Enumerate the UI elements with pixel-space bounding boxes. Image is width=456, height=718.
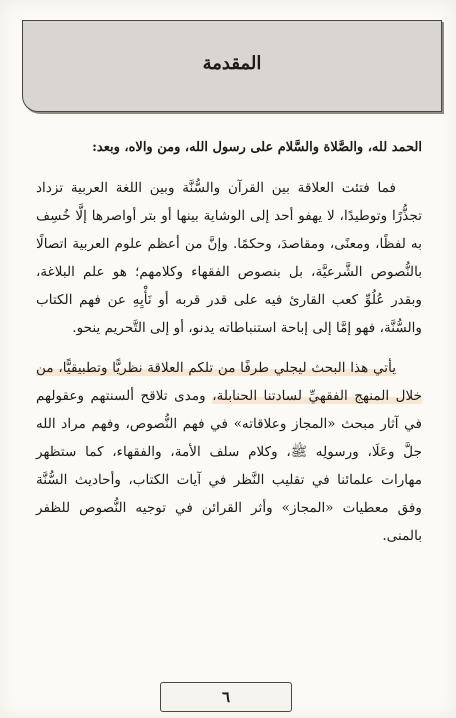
body-text <box>36 134 422 550</box>
chapter-title: المقدمة <box>202 52 262 74</box>
paragraph-2-rest: ومدى تلاقح ألسنتهم وعقولهم في آثار مبحث «المجاز وعلاقاته» في فهم النُّصوص، وفهم مراد الله جلَّ وعَلَا، ورسولِه ﷺ، وكلام سلف الأمة، والفقهاء، كما ستظهر مهارات علمائنا في تقليب النَّظر في آيات الكتاب، وأحاديث السُّنَّة وفق معطيات «المجاز» وأثر القرائن في توجيه النُّصوص للظفر بالمنى. <box>36 388 422 544</box>
page-number: ٦ <box>221 688 231 706</box>
paragraph-2-highlighted: يأتي هذا البحث ليجلي طرفًا من تلكم العلاقة نظريًّا وتطبيقيًّا، من خلال المنهج الفقهيِّ لسادتنا الحنابلة، <box>36 360 422 404</box>
chapter-header-box <box>22 20 442 112</box>
paragraph-2 <box>36 354 422 550</box>
page-number-box <box>160 682 292 712</box>
paragraph-1: فما فتئت العلاقة بين القرآن والسُّنَّة وبين اللغة العربية تزداد تجذُّرًا وتوطيدًا، لا يهفو أحد إلى الوشاية بينها أو بتر أواصرها إلَّا خُسِف به لفظًا، ومعنًى، ومقاصدَ، وحكمًا. وإنَّ من أعظم علوم العربية اتصالًا بالنُّصوص الشَّرعيَّة، بل بنصوص الفقهاء وكلامهم؛ هو علم البلاغة، وبقدر عُلُوِّ كعب القارئ فيه على قدر قربه أو نَأْيِهِ عن فهم الكتاب والسُّنَّة، فهو إمَّا إلى إباحة استنباطاته يدنو، أو إلى التَّحريم ينحو. <box>36 180 422 336</box>
opening-line: الحمد لله، والصَّلاة والسَّلام على رسول الله، ومن والاه، وبعد: <box>92 140 422 155</box>
